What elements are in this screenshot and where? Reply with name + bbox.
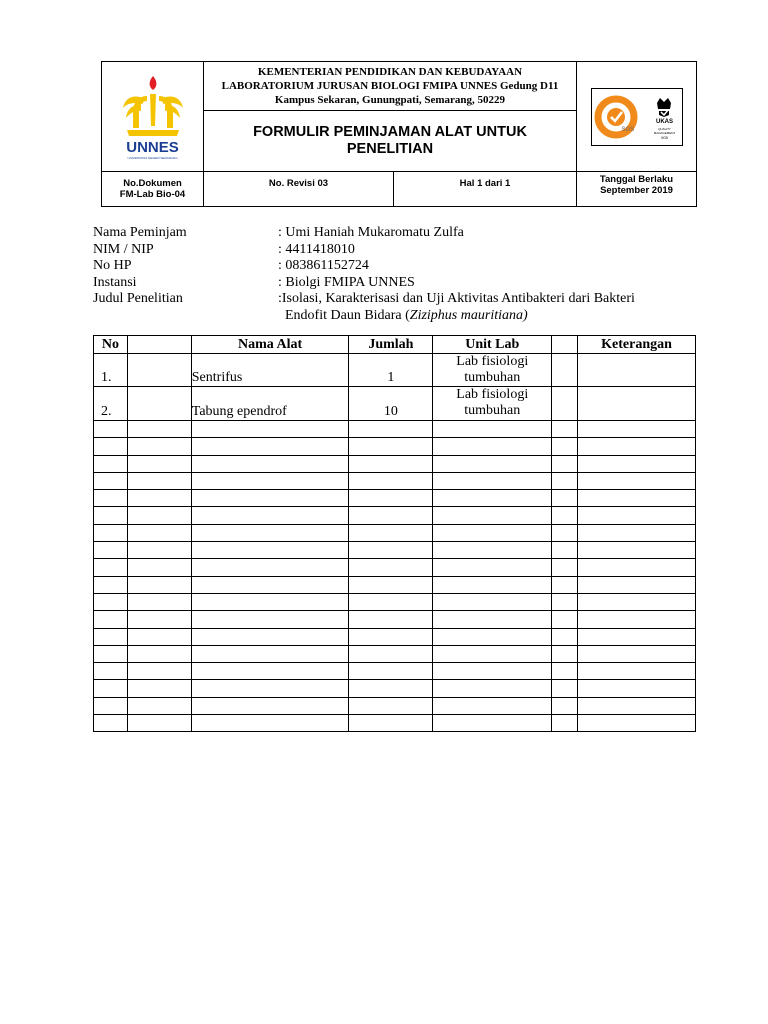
empty-cell <box>191 645 349 662</box>
cell-no: 1. <box>94 354 128 387</box>
empty-cell <box>433 524 552 541</box>
form-title-line: FORMULIR PEMINJAMAN ALAT UNTUK <box>253 124 527 140</box>
empty-cell <box>552 438 578 455</box>
info-label: Judul Penelitian <box>93 291 183 306</box>
empty-cell <box>94 507 128 524</box>
document-header <box>101 61 697 207</box>
empty-cell <box>94 611 128 628</box>
document-number-label: No.Dokumen <box>123 178 182 189</box>
empty-table-row <box>94 559 696 576</box>
empty-cell <box>94 542 128 559</box>
empty-cell <box>552 559 578 576</box>
empty-cell <box>433 472 552 489</box>
ukas-sub: QUALITY MANAGEMENT <box>653 126 676 135</box>
info-row <box>93 242 703 259</box>
empty-cell <box>552 576 578 593</box>
empty-cell <box>349 680 433 697</box>
empty-cell <box>433 421 552 438</box>
empty-table-row <box>94 524 696 541</box>
info-value: : 083861152724 <box>278 258 369 273</box>
empty-cell <box>94 472 128 489</box>
unnes-emblem-icon <box>121 74 185 142</box>
valid-date-label: Tanggal Berlaku <box>599 174 674 185</box>
empty-cell <box>349 663 433 680</box>
empty-cell <box>433 611 552 628</box>
empty-cell <box>191 559 349 576</box>
info-value: : Biolgi FMIPA UNNES <box>278 274 415 290</box>
empty-cell <box>94 628 128 645</box>
empty-cell <box>349 472 433 489</box>
empty-cell <box>349 455 433 472</box>
empty-table-row <box>94 715 696 732</box>
empty-cell <box>433 680 552 697</box>
info-label: No HP <box>93 258 132 273</box>
empty-cell <box>578 576 696 593</box>
empty-cell <box>127 697 191 714</box>
empty-cell <box>127 628 191 645</box>
empty-cell <box>552 663 578 680</box>
empty-cell <box>191 715 349 732</box>
empty-cell <box>433 559 552 576</box>
empty-cell <box>349 576 433 593</box>
page-info: Hal 1 dari 1 <box>459 177 511 189</box>
empty-cell <box>127 542 191 559</box>
empty-cell <box>127 421 191 438</box>
empty-cell <box>433 576 552 593</box>
empty-table-row <box>94 611 696 628</box>
institution-block <box>204 62 576 110</box>
empty-table-row <box>94 645 696 662</box>
valid-date <box>577 172 696 206</box>
empty-cell <box>349 715 433 732</box>
info-row <box>93 225 703 242</box>
empty-cell <box>191 593 349 610</box>
empty-cell <box>191 490 349 507</box>
cert-frame <box>591 88 683 146</box>
unit-line: tumbuhan <box>464 370 521 385</box>
empty-cell <box>191 611 349 628</box>
empty-cell <box>191 542 349 559</box>
empty-cell <box>552 507 578 524</box>
cell-no: 2. <box>94 387 128 421</box>
empty-cell <box>552 628 578 645</box>
empty-cell <box>191 472 349 489</box>
ukas-number: 005 <box>661 134 668 140</box>
info-value: : 4411418010 <box>278 241 355 257</box>
empty-table-row <box>94 472 696 489</box>
empty-cell <box>191 576 349 593</box>
cell-blank <box>127 354 191 387</box>
empty-cell <box>578 524 696 541</box>
info-label: NIM / NIP <box>93 241 154 257</box>
empty-table-row <box>94 593 696 610</box>
empty-cell <box>127 715 191 732</box>
empty-cell <box>349 542 433 559</box>
empty-cell <box>552 680 578 697</box>
info-row <box>93 275 703 292</box>
empty-cell <box>191 697 349 714</box>
empty-cell <box>349 697 433 714</box>
empty-cell <box>578 438 696 455</box>
table-row <box>94 387 696 421</box>
ministry-name: KEMENTERIAN PENDIDIKAN DAN KEBUDAYAAN <box>257 66 523 78</box>
cell-qty: 10 <box>349 387 433 421</box>
empty-cell <box>433 697 552 714</box>
unit-line: tumbuhan <box>464 403 521 418</box>
empty-cell <box>433 490 552 507</box>
cell-blank <box>552 387 578 421</box>
empty-cell <box>578 472 696 489</box>
empty-cell <box>578 611 696 628</box>
empty-cell <box>349 438 433 455</box>
empty-cell <box>552 593 578 610</box>
empty-cell <box>349 421 433 438</box>
campus-address: Kampus Sekaran, Gunungpati, Semarang, 50229 <box>274 94 506 106</box>
empty-cell <box>349 507 433 524</box>
info-row <box>93 291 703 308</box>
info-value: : Umi Haniah Mukaromatu Zulfa <box>278 225 464 240</box>
empty-cell <box>578 559 696 576</box>
empty-table-row <box>94 697 696 714</box>
empty-cell <box>94 524 128 541</box>
empty-cell <box>433 438 552 455</box>
empty-cell <box>578 697 696 714</box>
empty-cell <box>94 680 128 697</box>
info-row <box>93 258 703 275</box>
empty-table-row <box>94 680 696 697</box>
empty-cell <box>552 697 578 714</box>
empty-cell <box>578 421 696 438</box>
empty-cell <box>578 542 696 559</box>
empty-cell <box>433 507 552 524</box>
empty-cell <box>94 593 128 610</box>
empty-cell <box>552 421 578 438</box>
empty-cell <box>578 663 696 680</box>
unnes-logo <box>102 62 203 171</box>
empty-cell <box>127 438 191 455</box>
empty-cell <box>127 472 191 489</box>
sgs-iso-icon <box>594 93 642 143</box>
info-label: Nama Peminjam <box>93 225 187 240</box>
empty-cell <box>94 559 128 576</box>
cell-unit <box>433 354 552 387</box>
cell-notes <box>578 387 696 421</box>
cell-blank <box>552 354 578 387</box>
unit-line: Lab fisiologi <box>456 354 529 369</box>
lab-name: LABORATORIUM JURUSAN BIOLOGI FMIPA UNNES Gedung D11 <box>221 80 559 92</box>
empty-cell <box>578 490 696 507</box>
info-value: :Isolasi, Karakterisasi dan Uji Aktivitas Antibakteri dari Bakteri <box>278 291 635 306</box>
empty-cell <box>127 455 191 472</box>
cell-name: Tabung ependrof <box>191 387 349 421</box>
col-header-no: No <box>94 336 128 354</box>
empty-cell <box>94 663 128 680</box>
empty-cell <box>127 663 191 680</box>
empty-cell <box>578 455 696 472</box>
logo-text: UNNES <box>126 138 179 156</box>
research-title-text: Endofit Daun Bidara ( <box>285 307 410 323</box>
ukas-label: UKAS <box>655 118 673 125</box>
empty-table-row <box>94 438 696 455</box>
empty-cell <box>552 715 578 732</box>
document-number-value: FM-Lab Bio-04 <box>119 189 186 200</box>
empty-cell <box>127 490 191 507</box>
empty-cell <box>94 715 128 732</box>
empty-cell <box>578 680 696 697</box>
empty-cell <box>433 663 552 680</box>
empty-cell <box>94 697 128 714</box>
empty-cell <box>349 490 433 507</box>
certification-logos <box>577 62 696 171</box>
empty-cell <box>552 472 578 489</box>
empty-cell <box>191 663 349 680</box>
empty-cell <box>433 715 552 732</box>
empty-cell <box>578 593 696 610</box>
cell-name: Sentrifus <box>191 354 349 387</box>
empty-cell <box>127 524 191 541</box>
empty-table-row <box>94 507 696 524</box>
empty-cell <box>349 611 433 628</box>
col-header-blank <box>127 336 191 354</box>
equipment-table <box>93 335 696 732</box>
cell-unit <box>433 387 552 421</box>
cell-notes <box>578 354 696 387</box>
empty-cell <box>578 507 696 524</box>
empty-table-row <box>94 421 696 438</box>
empty-cell <box>578 715 696 732</box>
empty-cell <box>127 611 191 628</box>
empty-table-row <box>94 576 696 593</box>
research-title-continuation <box>285 308 528 325</box>
empty-cell <box>349 628 433 645</box>
empty-cell <box>94 421 128 438</box>
empty-cell <box>552 524 578 541</box>
col-header-name: Nama Alat <box>191 336 349 354</box>
form-title-line: PENELITIAN <box>346 141 434 157</box>
empty-cell <box>127 507 191 524</box>
empty-cell <box>191 628 349 645</box>
empty-cell <box>191 421 349 438</box>
info-label: Instansi <box>93 274 137 290</box>
empty-cell <box>127 576 191 593</box>
empty-cell <box>191 507 349 524</box>
empty-table-row <box>94 455 696 472</box>
empty-cell <box>127 593 191 610</box>
empty-cell <box>552 490 578 507</box>
empty-cell <box>349 524 433 541</box>
valid-date-value: September 2019 <box>600 185 673 196</box>
info-row-continuation <box>93 308 703 325</box>
col-header-qty: Jumlah <box>349 336 433 354</box>
form-title <box>204 111 576 171</box>
empty-cell <box>349 645 433 662</box>
empty-cell <box>578 645 696 662</box>
empty-cell <box>127 645 191 662</box>
empty-cell <box>94 455 128 472</box>
empty-cell <box>552 645 578 662</box>
cell-blank <box>127 387 191 421</box>
species-name: Ziziphus mauritiana) <box>409 307 528 323</box>
empty-cell <box>433 645 552 662</box>
empty-table-row <box>94 628 696 645</box>
ukas-crown-icon <box>655 95 673 117</box>
empty-cell <box>552 542 578 559</box>
col-header-unit: Unit Lab <box>433 336 552 354</box>
empty-cell <box>578 628 696 645</box>
logo-subtext: UNIVERSITAS NEGERI SEMARANG <box>127 155 178 160</box>
empty-cell <box>94 576 128 593</box>
table-header-row <box>94 336 696 354</box>
empty-cell <box>349 593 433 610</box>
revision-number: No. Revisi 03 <box>268 177 329 189</box>
sgs-label: SGS <box>621 126 635 133</box>
empty-cell <box>433 455 552 472</box>
empty-cell <box>552 455 578 472</box>
empty-cell <box>127 680 191 697</box>
empty-cell <box>127 559 191 576</box>
unit-line: Lab fisiologi <box>456 387 529 402</box>
empty-cell <box>94 490 128 507</box>
empty-cell <box>433 593 552 610</box>
cell-qty: 1 <box>349 354 433 387</box>
empty-cell <box>191 438 349 455</box>
empty-cell <box>191 455 349 472</box>
empty-cell <box>94 645 128 662</box>
empty-cell <box>349 559 433 576</box>
empty-cell <box>433 628 552 645</box>
empty-cell <box>433 542 552 559</box>
empty-cell <box>191 524 349 541</box>
empty-table-row <box>94 663 696 680</box>
document-number <box>102 172 203 206</box>
borrower-info <box>93 225 703 324</box>
empty-cell <box>552 611 578 628</box>
empty-table-row <box>94 542 696 559</box>
col-header-blank <box>552 336 578 354</box>
col-header-notes: Keterangan <box>578 336 696 354</box>
empty-table-row <box>94 490 696 507</box>
table-row <box>94 354 696 387</box>
empty-cell <box>191 680 349 697</box>
empty-cell <box>94 438 128 455</box>
